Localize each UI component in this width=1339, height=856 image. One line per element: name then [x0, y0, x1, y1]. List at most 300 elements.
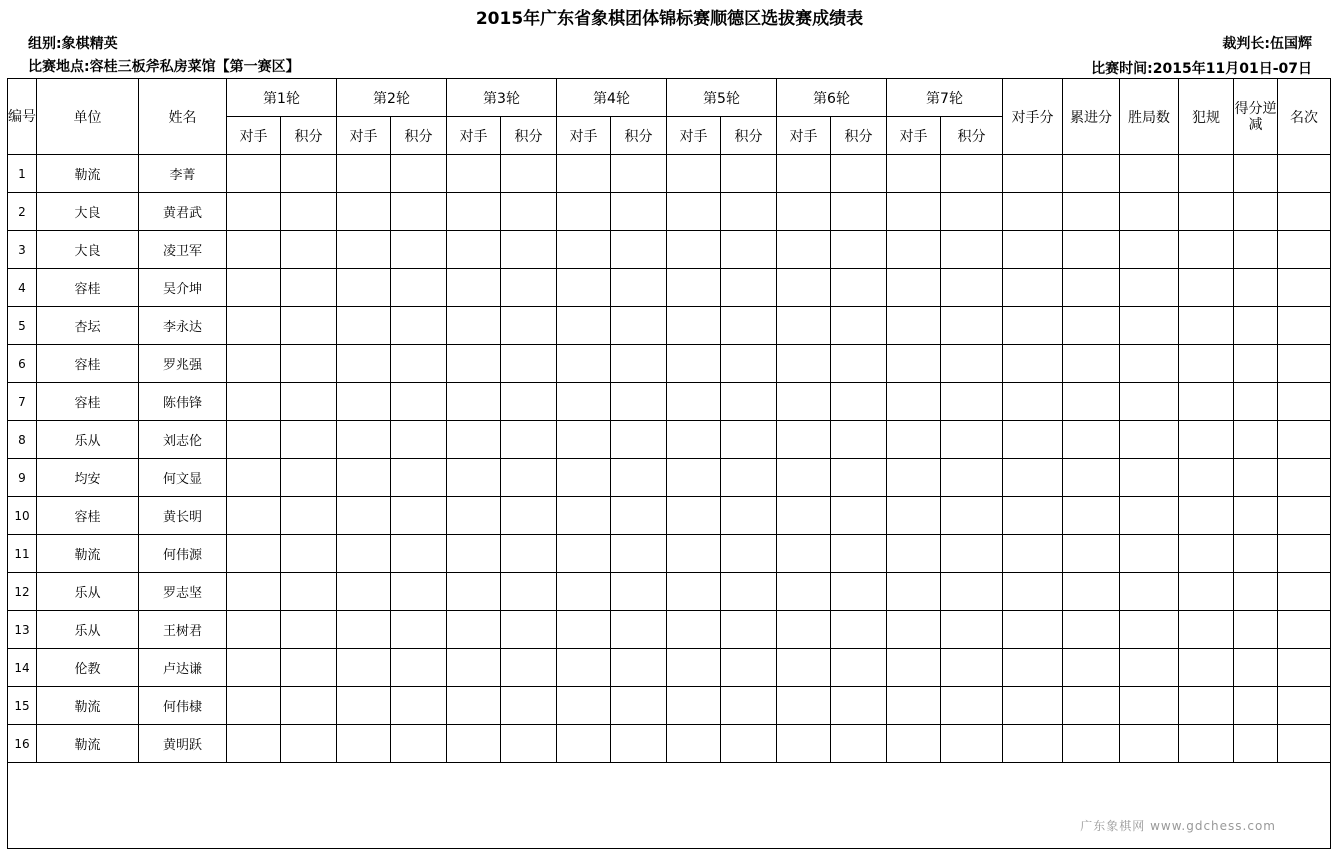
cell-name: 黄长明 — [139, 497, 227, 535]
subheader-opponent: 对手 — [447, 117, 501, 155]
cell-empty — [557, 193, 611, 231]
cell-empty — [501, 459, 557, 497]
cell-empty — [1179, 421, 1234, 459]
cell-empty — [667, 611, 721, 649]
cell-empty — [1234, 345, 1278, 383]
cell-empty — [831, 155, 887, 193]
cell-unit: 均安 — [37, 459, 139, 497]
cell-empty — [667, 155, 721, 193]
cell-empty — [831, 307, 887, 345]
cell-empty — [777, 725, 831, 763]
cell-empty — [777, 611, 831, 649]
cell-empty — [1234, 649, 1278, 687]
cell-empty — [611, 725, 667, 763]
cell-empty — [777, 193, 831, 231]
cell-empty — [501, 193, 557, 231]
cell-empty — [1234, 725, 1278, 763]
cell-empty — [941, 307, 1003, 345]
cell-empty — [447, 573, 501, 611]
header-no: 编号 — [8, 79, 37, 155]
cell-empty — [1003, 307, 1063, 345]
cell-empty — [667, 421, 721, 459]
cell-empty — [887, 193, 941, 231]
cell-no: 14 — [8, 649, 37, 687]
cell-empty — [501, 231, 557, 269]
cell-empty — [941, 459, 1003, 497]
cell-empty — [777, 231, 831, 269]
subheader-opponent: 对手 — [887, 117, 941, 155]
cell-unit: 大良 — [37, 231, 139, 269]
cell-no: 13 — [8, 611, 37, 649]
cell-empty — [721, 497, 777, 535]
cell-empty — [337, 535, 391, 573]
subheader-opponent: 对手 — [557, 117, 611, 155]
cell-empty — [721, 573, 777, 611]
cell-empty — [557, 307, 611, 345]
cell-empty — [1278, 611, 1331, 649]
cell-empty — [1234, 155, 1278, 193]
cell-empty — [1063, 649, 1120, 687]
cell-empty — [337, 687, 391, 725]
cell-empty — [501, 535, 557, 573]
cell-empty — [391, 231, 447, 269]
cell-empty — [777, 535, 831, 573]
cell-no: 2 — [8, 193, 37, 231]
cell-empty — [1234, 687, 1278, 725]
cell-empty — [777, 345, 831, 383]
cell-empty — [1003, 725, 1063, 763]
cell-empty — [1179, 535, 1234, 573]
cell-empty — [337, 269, 391, 307]
cell-empty — [667, 535, 721, 573]
cell-empty — [1234, 535, 1278, 573]
cell-empty — [721, 193, 777, 231]
cell-empty — [1063, 497, 1120, 535]
cell-empty — [1063, 725, 1120, 763]
cell-unit: 容桂 — [37, 345, 139, 383]
cell-empty — [1120, 497, 1179, 535]
cell-empty — [941, 611, 1003, 649]
cell-empty — [501, 611, 557, 649]
table-row — [8, 193, 1331, 231]
cell-empty — [1179, 611, 1234, 649]
table-row — [8, 535, 1331, 573]
cell-empty — [1278, 573, 1331, 611]
header-round-4: 第4轮 — [557, 79, 667, 117]
cell-empty — [887, 573, 941, 611]
cell-empty — [611, 611, 667, 649]
cell-empty — [1278, 155, 1331, 193]
watermark: 广东象棋网 www.gdchess.com — [1080, 819, 1276, 833]
cell-empty — [557, 383, 611, 421]
cell-no: 1 — [8, 155, 37, 193]
cell-empty — [1234, 307, 1278, 345]
cell-empty — [941, 687, 1003, 725]
cell-empty — [501, 307, 557, 345]
cell-empty — [1234, 269, 1278, 307]
header-cumulative: 累进分 — [1063, 79, 1120, 155]
cell-empty — [831, 687, 887, 725]
cell-empty — [501, 573, 557, 611]
cell-empty — [1063, 307, 1120, 345]
cell-no: 10 — [8, 497, 37, 535]
cell-empty — [941, 155, 1003, 193]
cell-empty — [1278, 269, 1331, 307]
referee-label: 裁判长:伍国辉 — [1222, 36, 1312, 52]
cell-empty — [1003, 193, 1063, 231]
cell-empty — [1179, 383, 1234, 421]
cell-empty — [831, 497, 887, 535]
table-row — [8, 307, 1331, 345]
cell-empty — [391, 307, 447, 345]
cell-empty — [1063, 269, 1120, 307]
cell-empty — [667, 383, 721, 421]
cell-empty — [777, 383, 831, 421]
subheader-points: 积分 — [391, 117, 447, 155]
cell-empty — [721, 421, 777, 459]
cell-unit: 勒流 — [37, 155, 139, 193]
cell-empty — [721, 269, 777, 307]
cell-empty — [1234, 573, 1278, 611]
cell-empty — [391, 725, 447, 763]
cell-empty — [1003, 649, 1063, 687]
cell-name: 吴介坤 — [139, 269, 227, 307]
cell-name: 何伟棣 — [139, 687, 227, 725]
cell-empty — [831, 459, 887, 497]
cell-empty — [1120, 307, 1179, 345]
cell-empty — [721, 459, 777, 497]
cell-empty — [941, 383, 1003, 421]
cell-empty — [281, 649, 337, 687]
cell-empty — [557, 573, 611, 611]
cell-empty — [557, 687, 611, 725]
cell-empty — [281, 269, 337, 307]
cell-empty — [667, 573, 721, 611]
cell-empty — [1278, 345, 1331, 383]
cell-empty — [557, 611, 611, 649]
subheader-points: 积分 — [501, 117, 557, 155]
subheader-opponent: 对手 — [337, 117, 391, 155]
cell-empty — [611, 193, 667, 231]
cell-empty — [1003, 269, 1063, 307]
header-round-2: 第2轮 — [337, 79, 447, 117]
cell-empty — [337, 725, 391, 763]
cell-name: 凌卫军 — [139, 231, 227, 269]
cell-unit: 乐从 — [37, 421, 139, 459]
cell-empty — [941, 193, 1003, 231]
cell-empty — [391, 155, 447, 193]
table-row — [8, 383, 1331, 421]
cell-name: 黄君武 — [139, 193, 227, 231]
cell-empty — [281, 383, 337, 421]
cell-empty — [391, 459, 447, 497]
cell-empty — [1120, 725, 1179, 763]
footer-area — [8, 763, 1331, 849]
table-row — [8, 459, 1331, 497]
cell-empty — [611, 421, 667, 459]
cell-unit: 大良 — [37, 193, 139, 231]
cell-empty — [1120, 611, 1179, 649]
table-row — [8, 345, 1331, 383]
header-round-7: 第7轮 — [887, 79, 1003, 117]
cell-empty — [447, 307, 501, 345]
cell-empty — [1003, 345, 1063, 383]
cell-empty — [887, 459, 941, 497]
cell-empty — [777, 307, 831, 345]
cell-empty — [611, 649, 667, 687]
cell-no: 9 — [8, 459, 37, 497]
header-foul: 犯规 — [1179, 79, 1234, 155]
cell-empty — [337, 383, 391, 421]
cell-empty — [1278, 687, 1331, 725]
cell-empty — [391, 345, 447, 383]
cell-empty — [1063, 687, 1120, 725]
cell-empty — [281, 345, 337, 383]
cell-empty — [721, 345, 777, 383]
cell-empty — [887, 307, 941, 345]
cell-empty — [281, 231, 337, 269]
cell-empty — [447, 725, 501, 763]
cell-name: 李菁 — [139, 155, 227, 193]
cell-name: 刘志伦 — [139, 421, 227, 459]
cell-empty — [887, 231, 941, 269]
header-round-3: 第3轮 — [447, 79, 557, 117]
header-round-5: 第5轮 — [667, 79, 777, 117]
cell-no: 3 — [8, 231, 37, 269]
cell-empty — [501, 497, 557, 535]
cell-empty — [1179, 155, 1234, 193]
cell-empty — [1003, 497, 1063, 535]
cell-empty — [777, 459, 831, 497]
cell-empty — [227, 611, 281, 649]
cell-empty — [1120, 155, 1179, 193]
cell-empty — [281, 459, 337, 497]
results-table — [7, 78, 1331, 849]
subheader-opponent: 对手 — [777, 117, 831, 155]
cell-empty — [337, 193, 391, 231]
cell-unit: 容桂 — [37, 383, 139, 421]
cell-empty — [777, 269, 831, 307]
table-row — [8, 725, 1331, 763]
cell-empty — [1179, 231, 1234, 269]
cell-empty — [337, 497, 391, 535]
cell-empty — [1278, 231, 1331, 269]
cell-empty — [1120, 421, 1179, 459]
page-title: 2015年广东省象棋团体锦标赛顺德区选拔赛成绩表 — [475, 9, 864, 29]
cell-empty — [887, 535, 941, 573]
cell-no: 6 — [8, 345, 37, 383]
cell-empty — [1278, 725, 1331, 763]
cell-empty — [611, 231, 667, 269]
cell-empty — [281, 611, 337, 649]
cell-empty — [227, 231, 281, 269]
cell-empty — [611, 535, 667, 573]
cell-empty — [1179, 269, 1234, 307]
cell-empty — [887, 155, 941, 193]
cell-empty — [887, 383, 941, 421]
cell-empty — [337, 421, 391, 459]
cell-empty — [227, 307, 281, 345]
cell-empty — [831, 269, 887, 307]
cell-empty — [337, 611, 391, 649]
cell-empty — [941, 535, 1003, 573]
cell-empty — [1003, 611, 1063, 649]
cell-empty — [1179, 345, 1234, 383]
cell-unit: 勒流 — [37, 687, 139, 725]
cell-empty — [721, 535, 777, 573]
cell-empty — [1120, 535, 1179, 573]
cell-empty — [227, 725, 281, 763]
cell-unit: 容桂 — [37, 497, 139, 535]
cell-empty — [941, 231, 1003, 269]
cell-empty — [281, 307, 337, 345]
cell-empty — [1234, 497, 1278, 535]
cell-empty — [611, 345, 667, 383]
cell-empty — [557, 231, 611, 269]
header-round-6: 第6轮 — [777, 79, 887, 117]
cell-empty — [227, 421, 281, 459]
cell-name: 李永达 — [139, 307, 227, 345]
cell-empty — [281, 155, 337, 193]
cell-empty — [1003, 421, 1063, 459]
cell-empty — [831, 573, 887, 611]
cell-empty — [391, 497, 447, 535]
cell-empty — [1063, 611, 1120, 649]
cell-empty — [557, 649, 611, 687]
cell-empty — [887, 421, 941, 459]
cell-empty — [1063, 231, 1120, 269]
cell-empty — [1003, 535, 1063, 573]
cell-empty — [1278, 649, 1331, 687]
cell-empty — [227, 535, 281, 573]
header-round-1: 第1轮 — [227, 79, 337, 117]
cell-empty — [227, 193, 281, 231]
cell-empty — [337, 307, 391, 345]
cell-empty — [1234, 193, 1278, 231]
cell-empty — [1278, 421, 1331, 459]
cell-empty — [1063, 383, 1120, 421]
cell-empty — [667, 649, 721, 687]
cell-empty — [1278, 193, 1331, 231]
cell-empty — [777, 573, 831, 611]
cell-empty — [721, 383, 777, 421]
cell-empty — [391, 421, 447, 459]
cell-empty — [941, 269, 1003, 307]
cell-empty — [337, 573, 391, 611]
cell-empty — [391, 611, 447, 649]
cell-empty — [721, 687, 777, 725]
cell-empty — [887, 611, 941, 649]
cell-empty — [941, 725, 1003, 763]
cell-empty — [1120, 345, 1179, 383]
subheader-points: 积分 — [941, 117, 1003, 155]
cell-empty — [831, 421, 887, 459]
cell-empty — [667, 345, 721, 383]
cell-no: 4 — [8, 269, 37, 307]
cell-empty — [391, 383, 447, 421]
cell-empty — [1234, 611, 1278, 649]
cell-empty — [391, 269, 447, 307]
cell-empty — [667, 193, 721, 231]
cell-empty — [721, 725, 777, 763]
cell-empty — [1278, 383, 1331, 421]
cell-name: 陈伟锋 — [139, 383, 227, 421]
cell-empty — [447, 269, 501, 307]
cell-name: 何伟源 — [139, 535, 227, 573]
cell-empty — [667, 497, 721, 535]
table-row — [8, 231, 1331, 269]
cell-empty — [557, 269, 611, 307]
cell-empty — [1179, 649, 1234, 687]
cell-no: 12 — [8, 573, 37, 611]
cell-empty — [1063, 421, 1120, 459]
cell-empty — [447, 535, 501, 573]
subheader-points: 积分 — [721, 117, 777, 155]
cell-empty — [1179, 459, 1234, 497]
cell-empty — [337, 155, 391, 193]
cell-name: 卢达谦 — [139, 649, 227, 687]
cell-empty — [1003, 155, 1063, 193]
cell-empty — [1179, 193, 1234, 231]
cell-empty — [227, 155, 281, 193]
cell-empty — [557, 497, 611, 535]
cell-no: 15 — [8, 687, 37, 725]
cell-empty — [227, 383, 281, 421]
table-row — [8, 269, 1331, 307]
cell-empty — [831, 725, 887, 763]
venue-label: 比赛地点:容桂三板斧私房菜馆【第一赛区】 — [28, 59, 300, 75]
cell-empty — [611, 269, 667, 307]
group-label: 组别:象棋精英 — [28, 36, 118, 52]
cell-empty — [1003, 573, 1063, 611]
cell-empty — [831, 649, 887, 687]
subheader-opponent: 对手 — [667, 117, 721, 155]
cell-empty — [887, 649, 941, 687]
cell-empty — [281, 725, 337, 763]
cell-unit: 乐从 — [37, 611, 139, 649]
cell-empty — [447, 649, 501, 687]
cell-empty — [611, 573, 667, 611]
cell-empty — [1179, 307, 1234, 345]
cell-empty — [831, 345, 887, 383]
table-row — [8, 155, 1331, 193]
cell-empty — [227, 345, 281, 383]
cell-empty — [1278, 307, 1331, 345]
cell-unit: 勒流 — [37, 535, 139, 573]
cell-empty — [1003, 231, 1063, 269]
cell-empty — [447, 611, 501, 649]
cell-empty — [447, 497, 501, 535]
cell-empty — [281, 687, 337, 725]
cell-empty — [337, 459, 391, 497]
cell-empty — [1120, 459, 1179, 497]
cell-empty — [831, 193, 887, 231]
cell-empty — [227, 687, 281, 725]
cell-empty — [941, 573, 1003, 611]
cell-empty — [1120, 649, 1179, 687]
cell-empty — [1003, 459, 1063, 497]
cell-empty — [227, 269, 281, 307]
cell-empty — [1234, 231, 1278, 269]
cell-empty — [721, 307, 777, 345]
cell-empty — [611, 687, 667, 725]
cell-empty — [1278, 497, 1331, 535]
cell-empty — [391, 649, 447, 687]
cell-empty — [887, 269, 941, 307]
cell-empty — [227, 459, 281, 497]
cell-empty — [447, 193, 501, 231]
cell-empty — [557, 459, 611, 497]
